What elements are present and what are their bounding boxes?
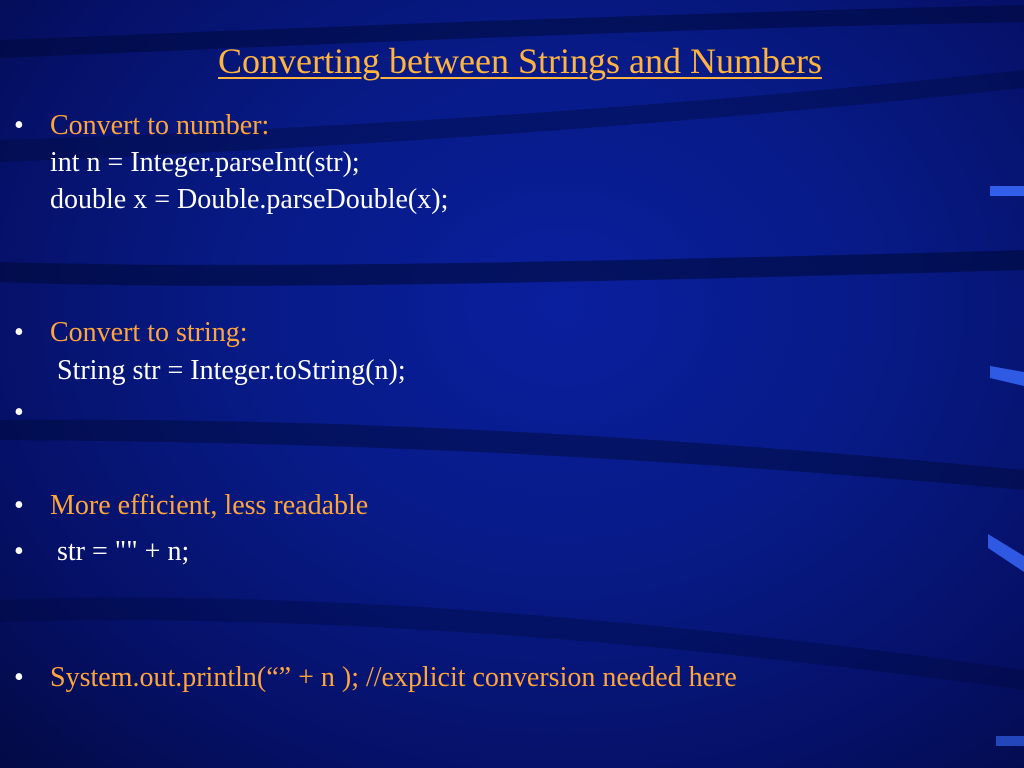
edge-dash-4	[996, 736, 1024, 746]
bullet-heading-more-efficient: More efficient, less readable	[50, 490, 369, 521]
swoosh-center	[0, 420, 1024, 490]
code-line-concat: str = "" + n;	[50, 536, 190, 567]
slide-title: Converting between Strings and Numbers	[218, 41, 822, 81]
edge-dash-3	[988, 534, 1024, 572]
bullet-marker: •	[14, 317, 24, 348]
bullet-println-example: System.out.println(“” + n ); //explicit conversion needed here	[50, 662, 737, 693]
bullet-marker: •	[14, 662, 24, 693]
bullet-marker: •	[14, 536, 24, 567]
swoosh-middle	[0, 250, 1024, 286]
code-line-parse-int: int n = Integer.parseInt(str);	[50, 147, 360, 178]
bullet-marker: •	[14, 490, 24, 521]
edge-dash-2	[990, 366, 1024, 386]
bullet-heading-convert-to-number: Convert to number:	[50, 110, 270, 141]
bullet-marker-empty: •	[14, 397, 24, 428]
code-line-parse-double: double x = Double.parseDouble(x);	[50, 184, 449, 215]
code-line-to-string: String str = Integer.toString(n);	[50, 355, 406, 386]
bullet-marker: •	[14, 110, 24, 141]
edge-dash-1	[990, 186, 1024, 196]
bullet-heading-convert-to-string: Convert to string:	[50, 317, 248, 348]
